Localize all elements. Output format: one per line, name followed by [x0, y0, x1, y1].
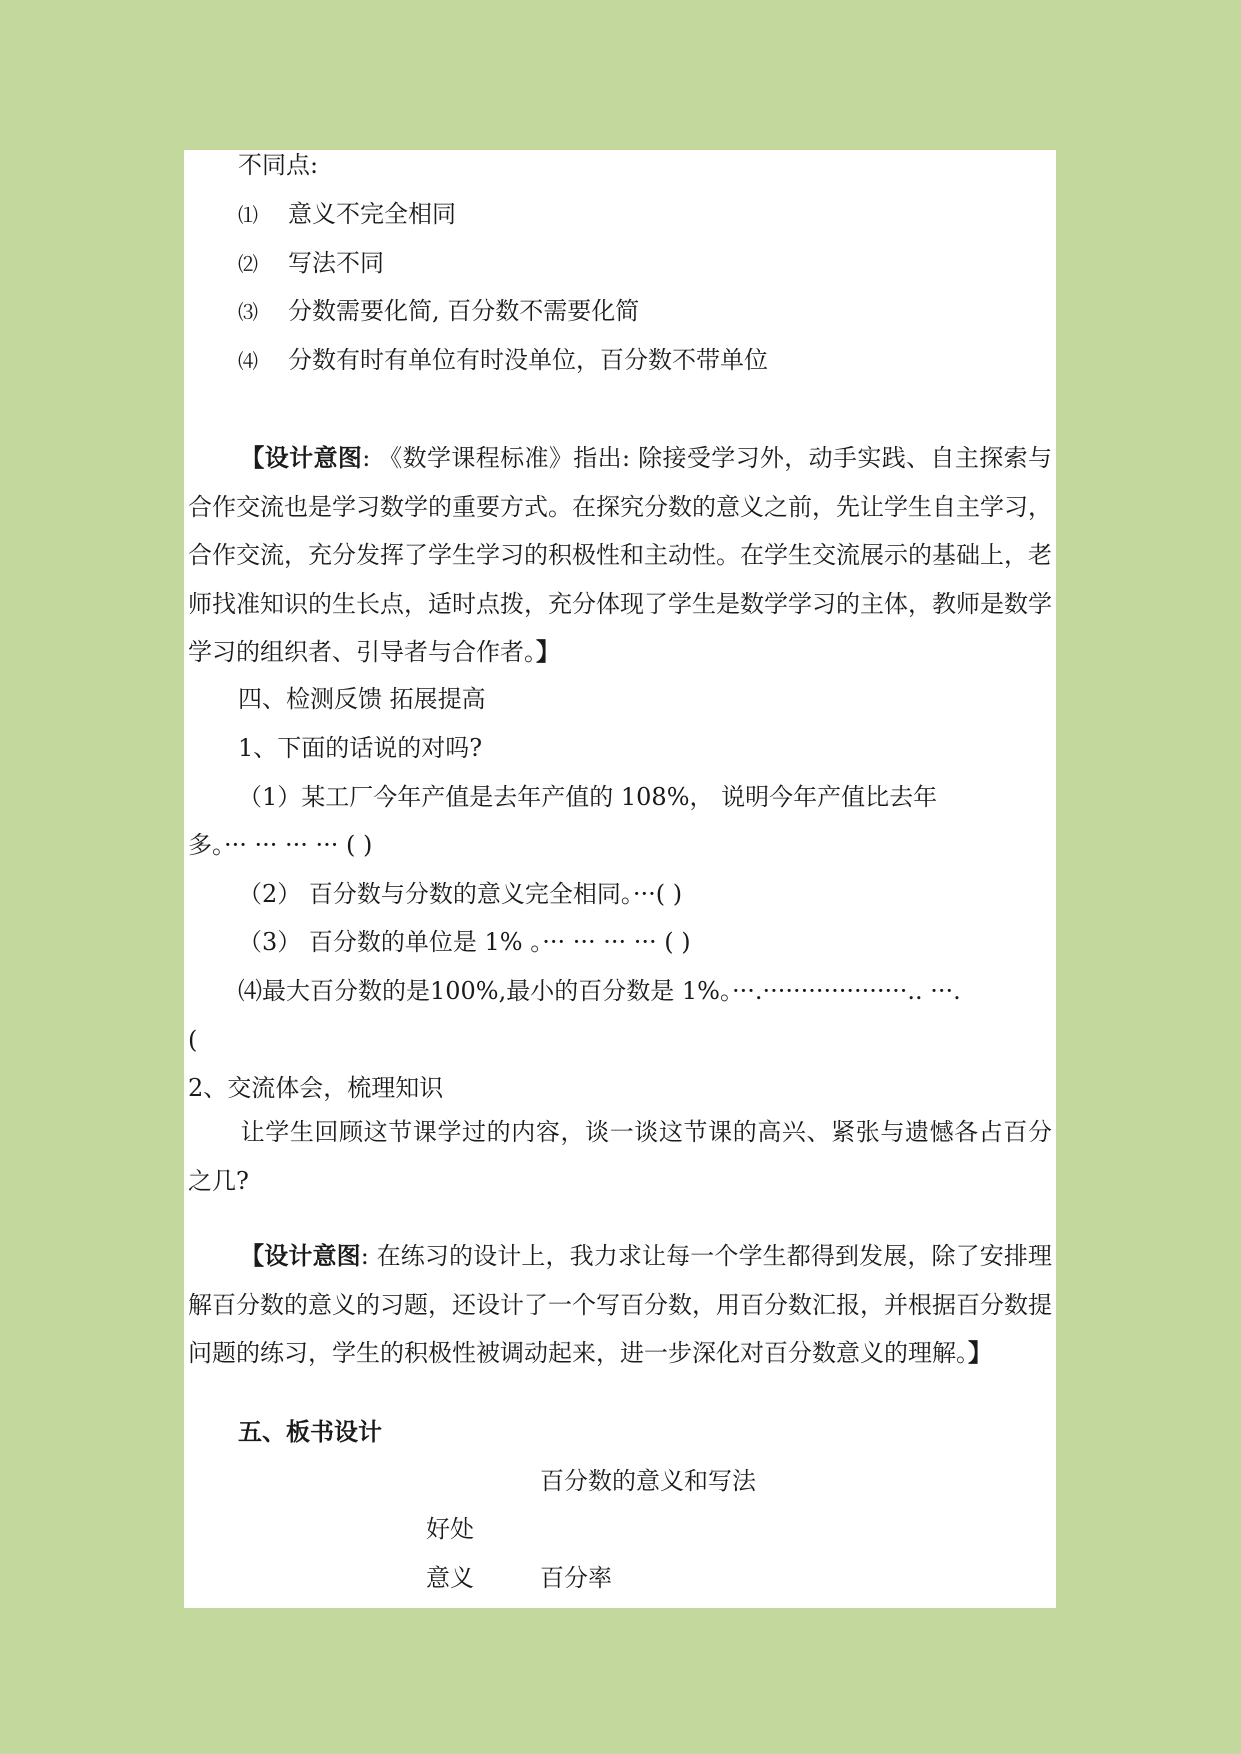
question-2-body: 让学生回顾这节课学过的内容，谈一谈这节课的高兴、紧张与遗憾各占百分之几?	[188, 1118, 1052, 1195]
question-1-4-line-2: (	[188, 1026, 198, 1054]
difference-text: 分数需要化简, 百分数不需要化简	[288, 297, 640, 325]
question-1-title: 1、下面的话说的对吗?	[238, 734, 483, 762]
design-intent-colon: :	[360, 1242, 369, 1270]
design-intent-text: 在练习的设计上，我力求让每一个学生都得到发展，除了安排理解百分数的意义的习题，还设计了一个写百分数，用百分数汇报，并根据百分数提问题的练习，学生的积极性被调动起来，进一步深化对百分数意义的理解。	[188, 1242, 1052, 1367]
differences-heading: 不同点:	[238, 151, 319, 179]
difference-item-3	[238, 296, 639, 327]
board-row-2-right: 百分率	[540, 1564, 612, 1592]
design-intent-text: 《数学课程标准》指出: 除接受学习外，动手实践、自主探索与合作交流也是学习数学的重要方式。在探究分数的意义之前，先让学生自主学习，合作交流，充分发挥了学生学习的积极性和主动性。在学生交流展示的基础上，老师找准知识的生长点，适时点拨，充分体现了学生是数学学习的主体，教师是数学学习的组织者、引导者与合作者。	[188, 444, 1052, 666]
difference-number: ⑶	[238, 300, 258, 324]
section-4-title: 四、检测反馈 拓展提高	[238, 685, 486, 713]
design-intent-label: 【设计意图	[240, 443, 363, 472]
question-2-title: 2、交流体会，梳理知识	[188, 1074, 444, 1102]
board-title: 百分数的意义和写法	[540, 1467, 756, 1495]
difference-item-2	[238, 248, 384, 279]
design-intent-close: 】	[968, 1338, 992, 1367]
difference-text: 写法不同	[288, 249, 384, 277]
board-row-1: 好处	[426, 1515, 474, 1543]
question-2-text	[188, 1108, 1052, 1205]
design-intent-paragraph-2	[188, 1232, 1052, 1378]
question-1-1-line-2: 多。··· ··· ··· ··· ( )	[188, 831, 373, 859]
question-1-4-line-1: ⑷最大百分数的是100%,最小的百分数是 1%。···.···················.. ···.	[238, 977, 961, 1005]
difference-number: ⑵	[238, 252, 258, 276]
design-intent-close: 】	[536, 637, 560, 666]
difference-text: 意义不完全相同	[288, 200, 456, 228]
question-1-3: （3） 百分数的单位是 1% 。··· ··· ··· ··· ( )	[238, 928, 691, 956]
question-1-2: （2） 百分数与分数的意义完全相同。···( )	[238, 880, 683, 908]
difference-number: ⑷	[238, 349, 258, 373]
question-1-1-line-1: （1）某工厂今年产值是去年产值的 108%， 说明今年产值比去年	[238, 783, 938, 811]
design-intent-paragraph-1	[188, 434, 1052, 677]
board-row-2-left: 意义	[426, 1564, 474, 1592]
difference-item-4	[238, 345, 768, 376]
difference-number: ⑴	[238, 203, 258, 227]
difference-item-1	[238, 199, 456, 230]
design-intent-label: 【设计意图	[240, 1241, 361, 1270]
document-page	[184, 150, 1056, 1608]
design-intent-colon: :	[362, 444, 371, 472]
section-5-title: 五、板书设计	[238, 1417, 382, 1446]
difference-text: 分数有时有单位有时没单位，百分数不带单位	[288, 346, 768, 374]
